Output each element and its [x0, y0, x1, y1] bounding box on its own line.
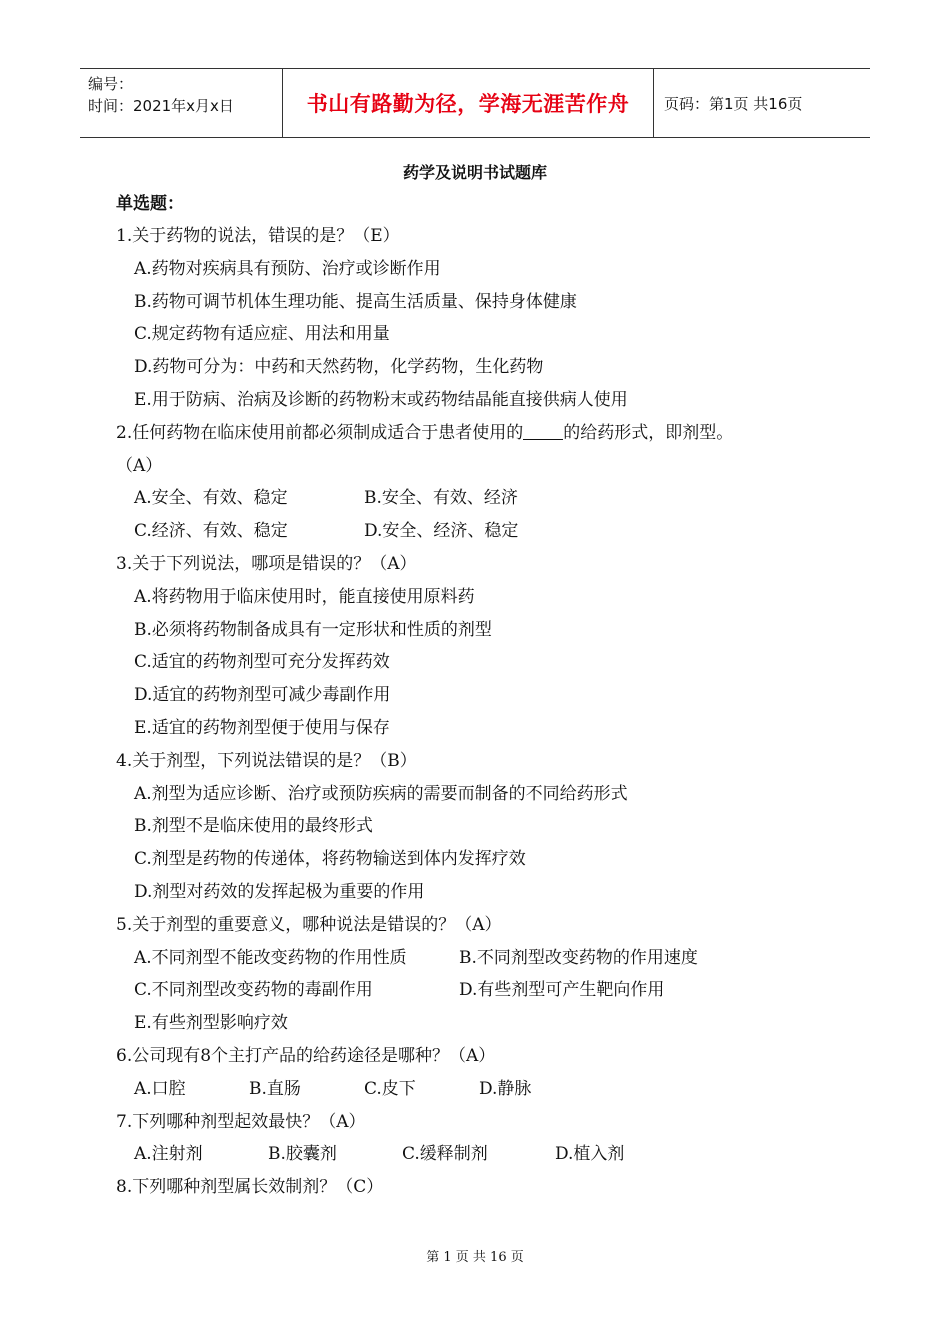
question-2-stem — [116, 417, 856, 450]
question-2-blank — [523, 423, 563, 440]
question-5-options-row-2 — [116, 974, 856, 1007]
question-5-option-b: B.不同剂型改变药物的作用速度 — [459, 947, 698, 968]
question-1-stem: 1.关于药物的说法，错误的是？（E） — [116, 226, 400, 246]
question-3-option-e: E.适宜的药物剂型便于使用与保存 — [134, 717, 390, 738]
question-2-option-a: A.安全、有效、稳定 — [134, 488, 288, 509]
header-left-cell — [80, 69, 282, 137]
page-footer: 第 1 页 共 16 页 — [426, 1250, 524, 1265]
question-2-stem-before: 2.任何药物在临床使用前都必须制成适合于患者使用的 — [116, 422, 524, 443]
document-date-label: 时间：2021年x月x日 — [88, 97, 234, 115]
question-2-option-d: D.安全、经济、稳定 — [364, 521, 519, 542]
question-6-option-c: C.皮下 — [364, 1078, 416, 1099]
question-1-option-c: C.规定药物有适应症、用法和用量 — [134, 324, 390, 345]
section-heading: 单选题： — [116, 194, 184, 214]
document-number-label: 编号： — [88, 75, 134, 93]
question-2-option-b: B.安全、有效、经济 — [364, 488, 518, 509]
question-5-option-c: C.不同剂型改变药物的毒副作用 — [134, 980, 373, 1001]
question-4-option-a: A.剂型为适应诊断、治疗或预防疾病的需要而制备的不同给药形式 — [134, 783, 628, 804]
question-2-options-row-1 — [116, 482, 856, 515]
question-3-stem: 3.关于下列说法，哪项是错误的？（A） — [116, 553, 417, 574]
question-8-stem: 8.下列哪种剂型属长效制剂？（C） — [116, 1177, 384, 1198]
question-2-stem-after: 的给药形式，即剂型。 — [563, 422, 734, 443]
header-motto-cell — [282, 69, 654, 137]
header-page-cell — [654, 69, 870, 137]
question-1-option-d: D.药物可分为：中药和天然药物，化学药物，生化药物 — [134, 357, 544, 378]
question-7-option-c: C.缓释制剂 — [402, 1144, 488, 1165]
question-3-option-a: A.将药物用于临床使用时，能直接使用原料药 — [134, 586, 475, 607]
question-5-option-e: E.有些剂型影响疗效 — [134, 1013, 288, 1034]
question-6-option-b: B.直肠 — [249, 1078, 301, 1099]
question-7-options-row — [116, 1138, 856, 1171]
question-2-options-row-2 — [116, 515, 856, 548]
question-1-option-a: A.药物对疾病具有预防、治疗或诊断作用 — [134, 258, 441, 279]
question-7-option-a: A.注射剂 — [134, 1144, 203, 1165]
question-4-stem: 4.关于剂型，下列说法错误的是？（B） — [116, 750, 417, 771]
question-6-options-row — [116, 1073, 856, 1106]
question-2-answer: （A） — [116, 455, 163, 476]
question-5-stem: 5.关于剂型的重要意义，哪种说法是错误的？（A） — [116, 914, 502, 935]
question-7-option-b: B.胶囊剂 — [268, 1144, 337, 1165]
document-title: 药学及说明书试题库 — [402, 163, 547, 182]
question-5-option-a: A.不同剂型不能改变药物的作用性质 — [134, 947, 407, 968]
page-header — [80, 68, 870, 138]
question-4-option-b: B.剂型不是临床使用的最终形式 — [134, 816, 373, 837]
question-3-option-b: B.必须将药物制备成具有一定形状和性质的剂型 — [134, 619, 492, 640]
question-5-options-row-1 — [116, 942, 856, 975]
question-6-option-d: D.静脉 — [479, 1078, 532, 1099]
question-2-option-c: C.经济、有效、稳定 — [134, 521, 288, 542]
question-1-option-e: E.用于防病、治病及诊断的药物粉末或药物结晶能直接供病人使用 — [134, 389, 628, 410]
question-5-option-d: D.有些剂型可产生靶向作用 — [459, 980, 665, 1001]
question-3-option-d: D.适宜的药物剂型可减少毒副作用 — [134, 685, 391, 706]
question-4-option-c: C.剂型是药物的传递体，将药物输送到体内发挥疗效 — [134, 849, 526, 870]
question-6-option-a: A.口腔 — [134, 1078, 186, 1099]
header-page-info: 页码：第1页 共16页 — [664, 94, 803, 113]
question-list — [116, 188, 856, 1204]
header-motto: 书山有路勤为径，学海无涯苦作舟 — [306, 92, 630, 116]
question-7-option-d: D.植入剂 — [555, 1144, 625, 1165]
question-7-stem: 7.下列哪种剂型起效最快？（A） — [116, 1111, 366, 1132]
question-4-option-d: D.剂型对药效的发挥起极为重要的作用 — [134, 881, 425, 902]
question-1-option-b: B.药物可调节机体生理功能、提高生活质量、保持身体健康 — [134, 291, 577, 312]
question-6-stem: 6.公司现有8个主打产品的给药途径是哪种？（A） — [116, 1045, 496, 1066]
question-3-option-c: C.适宜的药物剂型可充分发挥药效 — [134, 652, 390, 673]
